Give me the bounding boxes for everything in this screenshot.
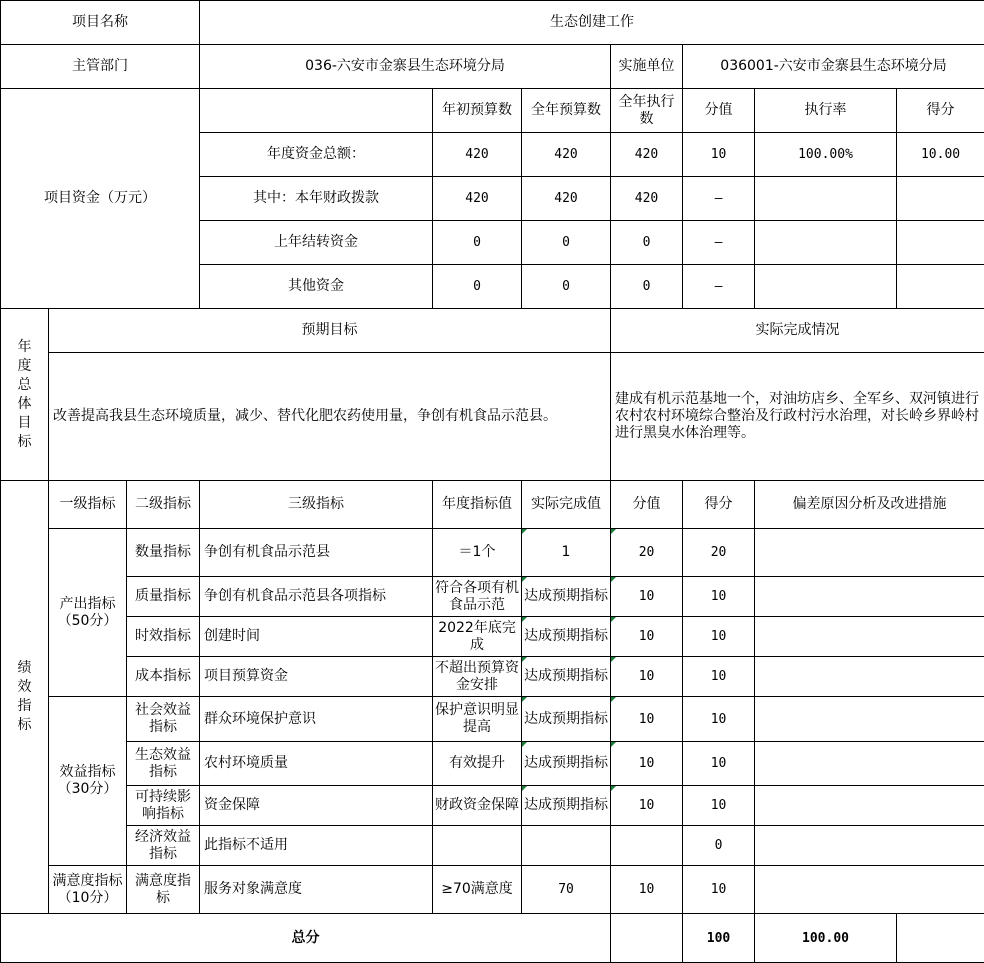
funds-row-label: 其中：本年财政拨款 xyxy=(200,177,433,221)
total-blank xyxy=(611,914,683,963)
perf-header-level1: 一级指标 xyxy=(49,481,127,529)
performance-label xyxy=(1,481,49,914)
perf-note xyxy=(755,742,984,786)
funds-cell: 420 xyxy=(611,177,683,221)
perf-score-value: 20 xyxy=(611,529,683,577)
goals-expected-text: 改善提高我县生态环境质量，减少、替代化肥农药使用量，争创有机食品示范县。 xyxy=(49,353,611,481)
perf-note xyxy=(755,826,984,866)
funds-cell: 0 xyxy=(522,265,611,309)
perf-level3: 争创有机食品示范县 xyxy=(200,529,433,577)
perf-target: 2022年底完成 xyxy=(433,617,522,657)
perf-row xyxy=(1,742,984,786)
perf-level3: 农村环境质量 xyxy=(200,742,433,786)
funds-header-blank xyxy=(200,89,433,133)
goals-label-text: 年度总体目标 xyxy=(17,338,32,450)
funds-header-exec-rate: 执行率 xyxy=(755,89,897,133)
perf-score: 10 xyxy=(683,742,755,786)
perf-level3: 项目预算资金 xyxy=(200,657,433,697)
perf-level3: 此指标不适用 xyxy=(200,826,433,866)
funds-cell: 0 xyxy=(433,265,522,309)
perf-score-value: 10 xyxy=(611,742,683,786)
perf-note xyxy=(755,617,984,657)
perf-target xyxy=(433,826,522,866)
perf-note xyxy=(755,529,984,577)
perf-score: 0 xyxy=(683,826,755,866)
total-label: 总分 xyxy=(1,914,611,963)
perf-score: 10 xyxy=(683,657,755,697)
funds-cell xyxy=(897,221,984,265)
perf-row xyxy=(1,697,984,742)
perf-target: 符合各项有机食品示范 xyxy=(433,577,522,617)
goals-actual-text: 建成有机示范基地一个，对油坊店乡、全军乡、双河镇进行农村农村环境综合整治及行政村污水治理，对长岭乡界岭村进行黑臭水体治理等。 xyxy=(611,353,984,481)
funds-row-label: 上年结转资金 xyxy=(200,221,433,265)
perf-level2: 满意度指标 xyxy=(127,866,200,914)
perf-actual: 达成预期指标 xyxy=(522,697,611,742)
perf-note xyxy=(755,657,984,697)
perf-row xyxy=(1,617,984,657)
perf-row xyxy=(1,786,984,826)
perf-actual: 达成预期指标 xyxy=(522,617,611,657)
perf-level3: 创建时间 xyxy=(200,617,433,657)
perf-row xyxy=(1,529,984,577)
perf-actual: 达成预期指标 xyxy=(522,742,611,786)
perf-score-value xyxy=(611,826,683,866)
funds-cell: 0 xyxy=(433,221,522,265)
perf-header-actual: 实际完成值 xyxy=(522,481,611,529)
funds-cell: – xyxy=(683,221,755,265)
funds-header-annual-budget: 全年预算数 xyxy=(522,89,611,133)
dept-value: 036-六安市金寨县生态环境分局 xyxy=(200,45,611,89)
total-score-value: 100 xyxy=(683,914,755,963)
perf-target: ≥70满意度 xyxy=(433,866,522,914)
perf-target: 有效提升 xyxy=(433,742,522,786)
perf-row xyxy=(1,577,984,617)
funds-cell xyxy=(897,265,984,309)
funds-cell xyxy=(755,177,897,221)
funds-header-initial-budget: 年初预算数 xyxy=(433,89,522,133)
perf-row xyxy=(1,826,984,866)
unit-label: 实施单位 xyxy=(611,45,683,89)
perf-score: 10 xyxy=(683,617,755,657)
perf-level1: 效益指标（30分） xyxy=(49,697,127,866)
funds-cell: 10 xyxy=(683,133,755,177)
perf-actual xyxy=(522,826,611,866)
perf-note xyxy=(755,697,984,742)
funds-header-executed: 全年执行数 xyxy=(611,89,683,133)
perf-level2: 质量指标 xyxy=(127,577,200,617)
project-name-value: 生态创建工作 xyxy=(200,1,984,45)
perf-level3: 资金保障 xyxy=(200,786,433,826)
funds-cell: 0 xyxy=(611,221,683,265)
perf-score-value: 10 xyxy=(611,786,683,826)
perf-level3: 争创有机食品示范县各项指标 xyxy=(200,577,433,617)
perf-note xyxy=(755,786,984,826)
perf-header-level3: 三级指标 xyxy=(200,481,433,529)
perf-level2: 社会效益指标 xyxy=(127,697,200,742)
perf-actual: 达成预期指标 xyxy=(522,786,611,826)
total-note xyxy=(897,914,984,963)
perf-header-score-value: 分值 xyxy=(611,481,683,529)
perf-level2: 可持续影响指标 xyxy=(127,786,200,826)
funds-label: 项目资金（万元） xyxy=(1,89,200,309)
total-score: 100.00 xyxy=(755,914,897,963)
unit-value: 036001-六安市金寨县生态环境分局 xyxy=(683,45,984,89)
perf-level2: 经济效益指标 xyxy=(127,826,200,866)
project-name-label: 项目名称 xyxy=(1,1,200,45)
perf-level1: 产出指标（50分） xyxy=(49,529,127,697)
perf-score-value: 10 xyxy=(611,866,683,914)
perf-score: 10 xyxy=(683,697,755,742)
perf-level3: 服务对象满意度 xyxy=(200,866,433,914)
goals-actual-header: 实际完成情况 xyxy=(611,309,984,353)
perf-target: 财政资金保障 xyxy=(433,786,522,826)
perf-level2: 时效指标 xyxy=(127,617,200,657)
funds-cell xyxy=(897,177,984,221)
perf-actual: 1 xyxy=(522,529,611,577)
perf-score-value: 10 xyxy=(611,617,683,657)
perf-level1: 满意度指标（10分） xyxy=(49,866,127,914)
perf-score-value: 10 xyxy=(611,657,683,697)
perf-level2: 成本指标 xyxy=(127,657,200,697)
perf-note xyxy=(755,866,984,914)
perf-score: 20 xyxy=(683,529,755,577)
goals-label xyxy=(1,309,49,481)
perf-score: 10 xyxy=(683,786,755,826)
perf-score-value: 10 xyxy=(611,577,683,617)
funds-row-label: 其他资金 xyxy=(200,265,433,309)
funds-cell: 420 xyxy=(522,177,611,221)
funds-cell: 420 xyxy=(611,133,683,177)
dept-label: 主管部门 xyxy=(1,45,200,89)
perf-note xyxy=(755,577,984,617)
funds-cell: 0 xyxy=(522,221,611,265)
perf-row xyxy=(1,657,984,697)
perf-header-level2: 二级指标 xyxy=(127,481,200,529)
funds-header-score: 得分 xyxy=(897,89,984,133)
funds-header-score-value: 分值 xyxy=(683,89,755,133)
perf-target: 不超出预算资金安排 xyxy=(433,657,522,697)
funds-cell: 0 xyxy=(611,265,683,309)
perf-level2: 数量指标 xyxy=(127,529,200,577)
perf-score-value: 10 xyxy=(611,697,683,742)
funds-cell: 420 xyxy=(433,133,522,177)
funds-cell: 420 xyxy=(433,177,522,221)
perf-header-target: 年度指标值 xyxy=(433,481,522,529)
perf-target: 保护意识明显提高 xyxy=(433,697,522,742)
funds-cell: 420 xyxy=(522,133,611,177)
funds-cell xyxy=(755,221,897,265)
goals-expected-header: 预期目标 xyxy=(49,309,611,353)
perf-level2: 生态效益指标 xyxy=(127,742,200,786)
perf-header-score: 得分 xyxy=(683,481,755,529)
perf-level3: 群众环境保护意识 xyxy=(200,697,433,742)
perf-score: 10 xyxy=(683,577,755,617)
perf-row xyxy=(1,866,984,914)
funds-cell: – xyxy=(683,265,755,309)
funds-cell xyxy=(755,265,897,309)
funds-row-label: 年度资金总额： xyxy=(200,133,433,177)
funds-cell: – xyxy=(683,177,755,221)
perf-score: 10 xyxy=(683,866,755,914)
perf-actual: 70 xyxy=(522,866,611,914)
perf-header-note: 偏差原因分析及改进措施 xyxy=(755,481,984,529)
perf-actual: 达成预期指标 xyxy=(522,577,611,617)
perf-actual: 达成预期指标 xyxy=(522,657,611,697)
funds-cell: 10.00 xyxy=(897,133,984,177)
funds-cell: 100.00% xyxy=(755,133,897,177)
performance-label-text: 绩效指标 xyxy=(17,660,32,733)
perf-target: ＝1个 xyxy=(433,529,522,577)
